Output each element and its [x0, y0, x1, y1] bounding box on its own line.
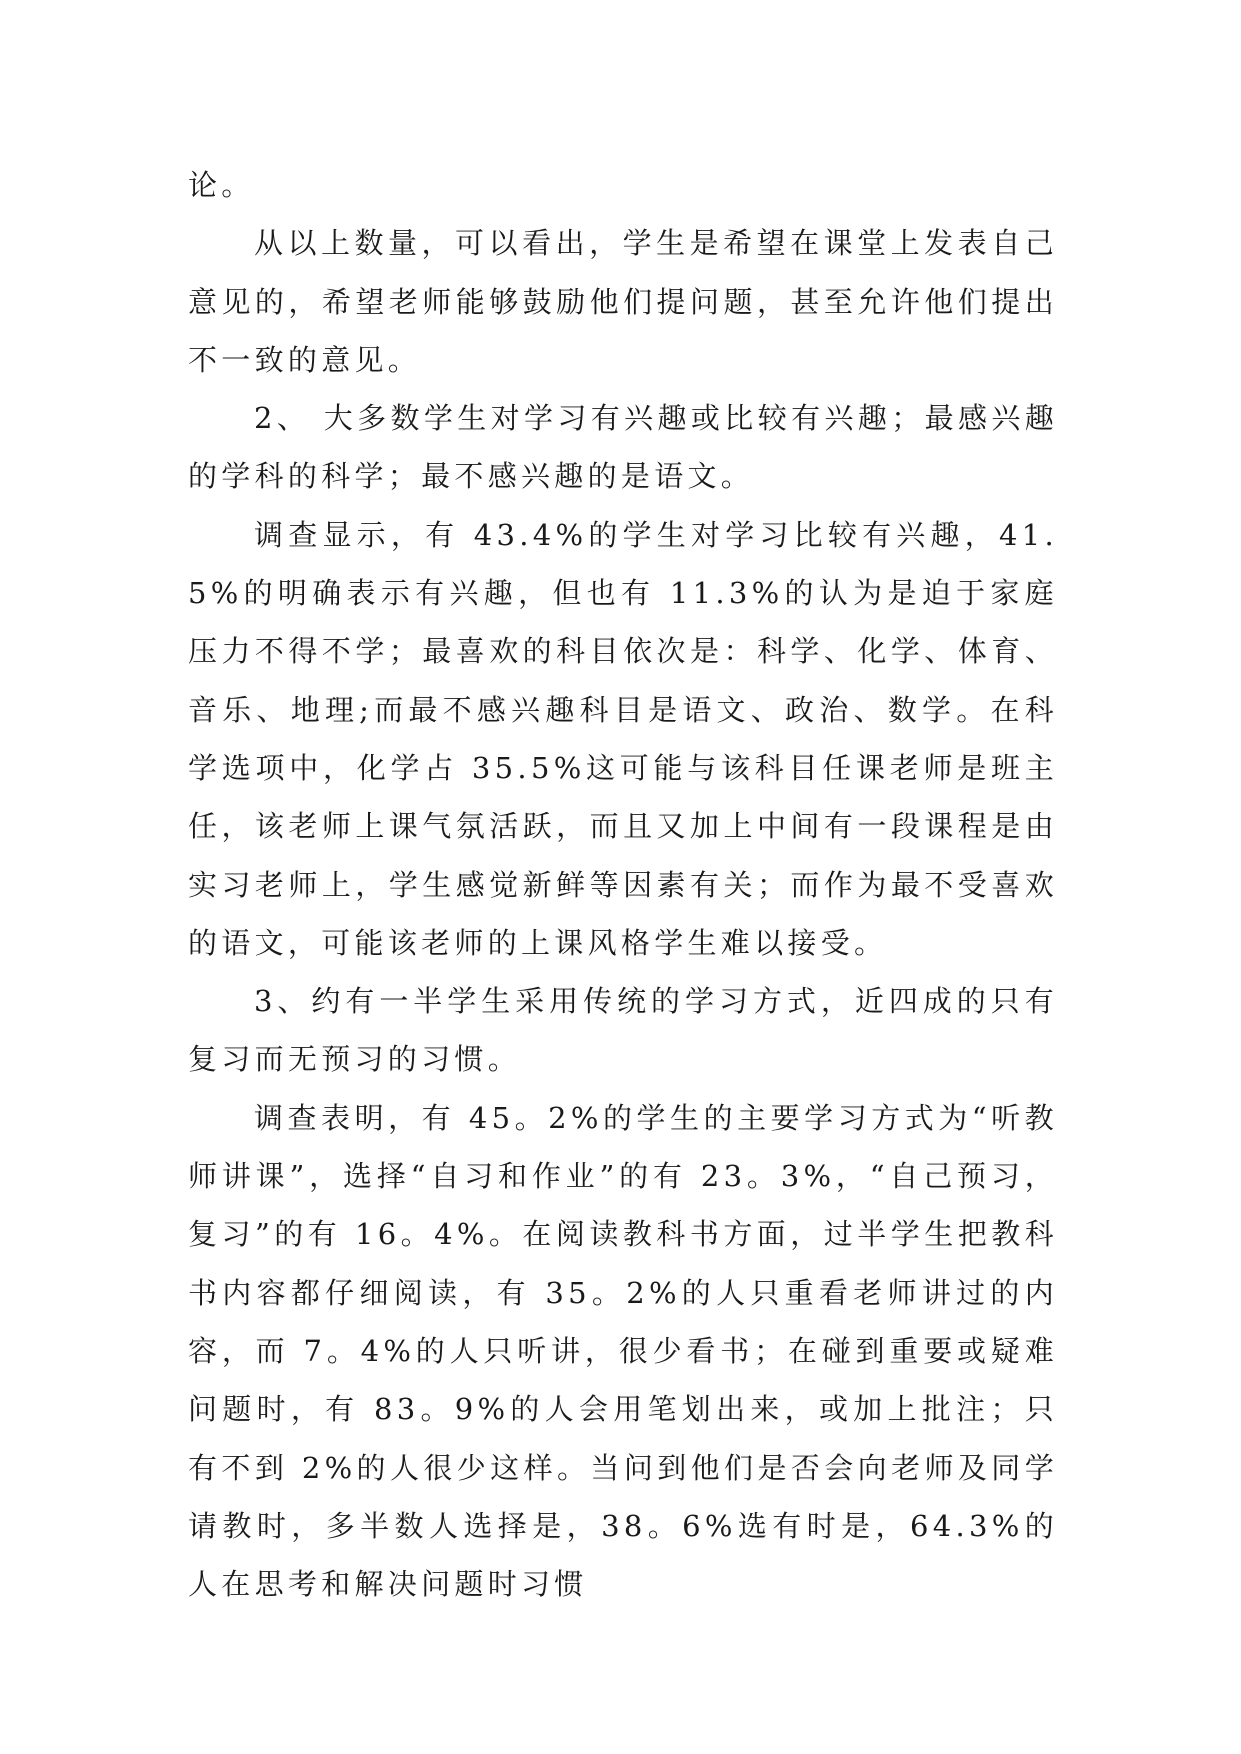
paragraph-6: 调查表明，有 45。2%的学生的主要学习方式为“听教师讲课”，选择“自习和作业”的有 23。3%，“自己预习，复习”的有 16。4%。在阅读教科书方面，过半学生把教科书内容都仔细阅读，有 35。2%的人只重看老师讲过的内容，而 7。4%的人只听讲，很少看书；在碰到重要或疑难问题时，有 83。9%的人会用笔划出来，或加上批注；只有不到 2%的人很少这样。当问到他们是否会向老师及同学请教时，多半数人选择是，38。6%选有时是，64.3%的人在思考和解决问题时习惯 [188, 1100, 1058, 1602]
body-text [188, 156, 1058, 1613]
paragraph-4: 调查显示，有 43.4%的学生对学习比较有兴趣，41.5%的明确表示有兴趣，但也有 11.3%的认为是迫于家庭压力不得不学；最喜欢的科目依次是：科学、化学、体育、音乐、地理;而最不感兴趣科目是语文、政治、数学。在科学选项中，化学占 35.5%这可能与该科目任课老师是班主任，该老师上课气氛活跃，而且又加上中间有一段课程是由实习老师上，学生感觉新鲜等因素有关；而作为最不受喜欢的语文，可能该老师的上课风格学生难以接受。 [188, 517, 1058, 960]
paragraph-5: 3、约有一半学生采用传统的学习方式，近四成的只有复习而无预习的习惯。 [188, 984, 1058, 1077]
paragraph-2: 从以上数量，可以看出，学生是希望在课堂上发表自己意见的，希望老师能够鼓励他们提问题，甚至允许他们提出不一致的意见。 [188, 226, 1058, 377]
paragraph-3: 2、 大多数学生对学习有兴趣或比较有兴趣；最感兴趣的学科的科学；最不感兴趣的是语文。 [188, 401, 1058, 494]
paragraph-1: 论。 [188, 168, 255, 202]
